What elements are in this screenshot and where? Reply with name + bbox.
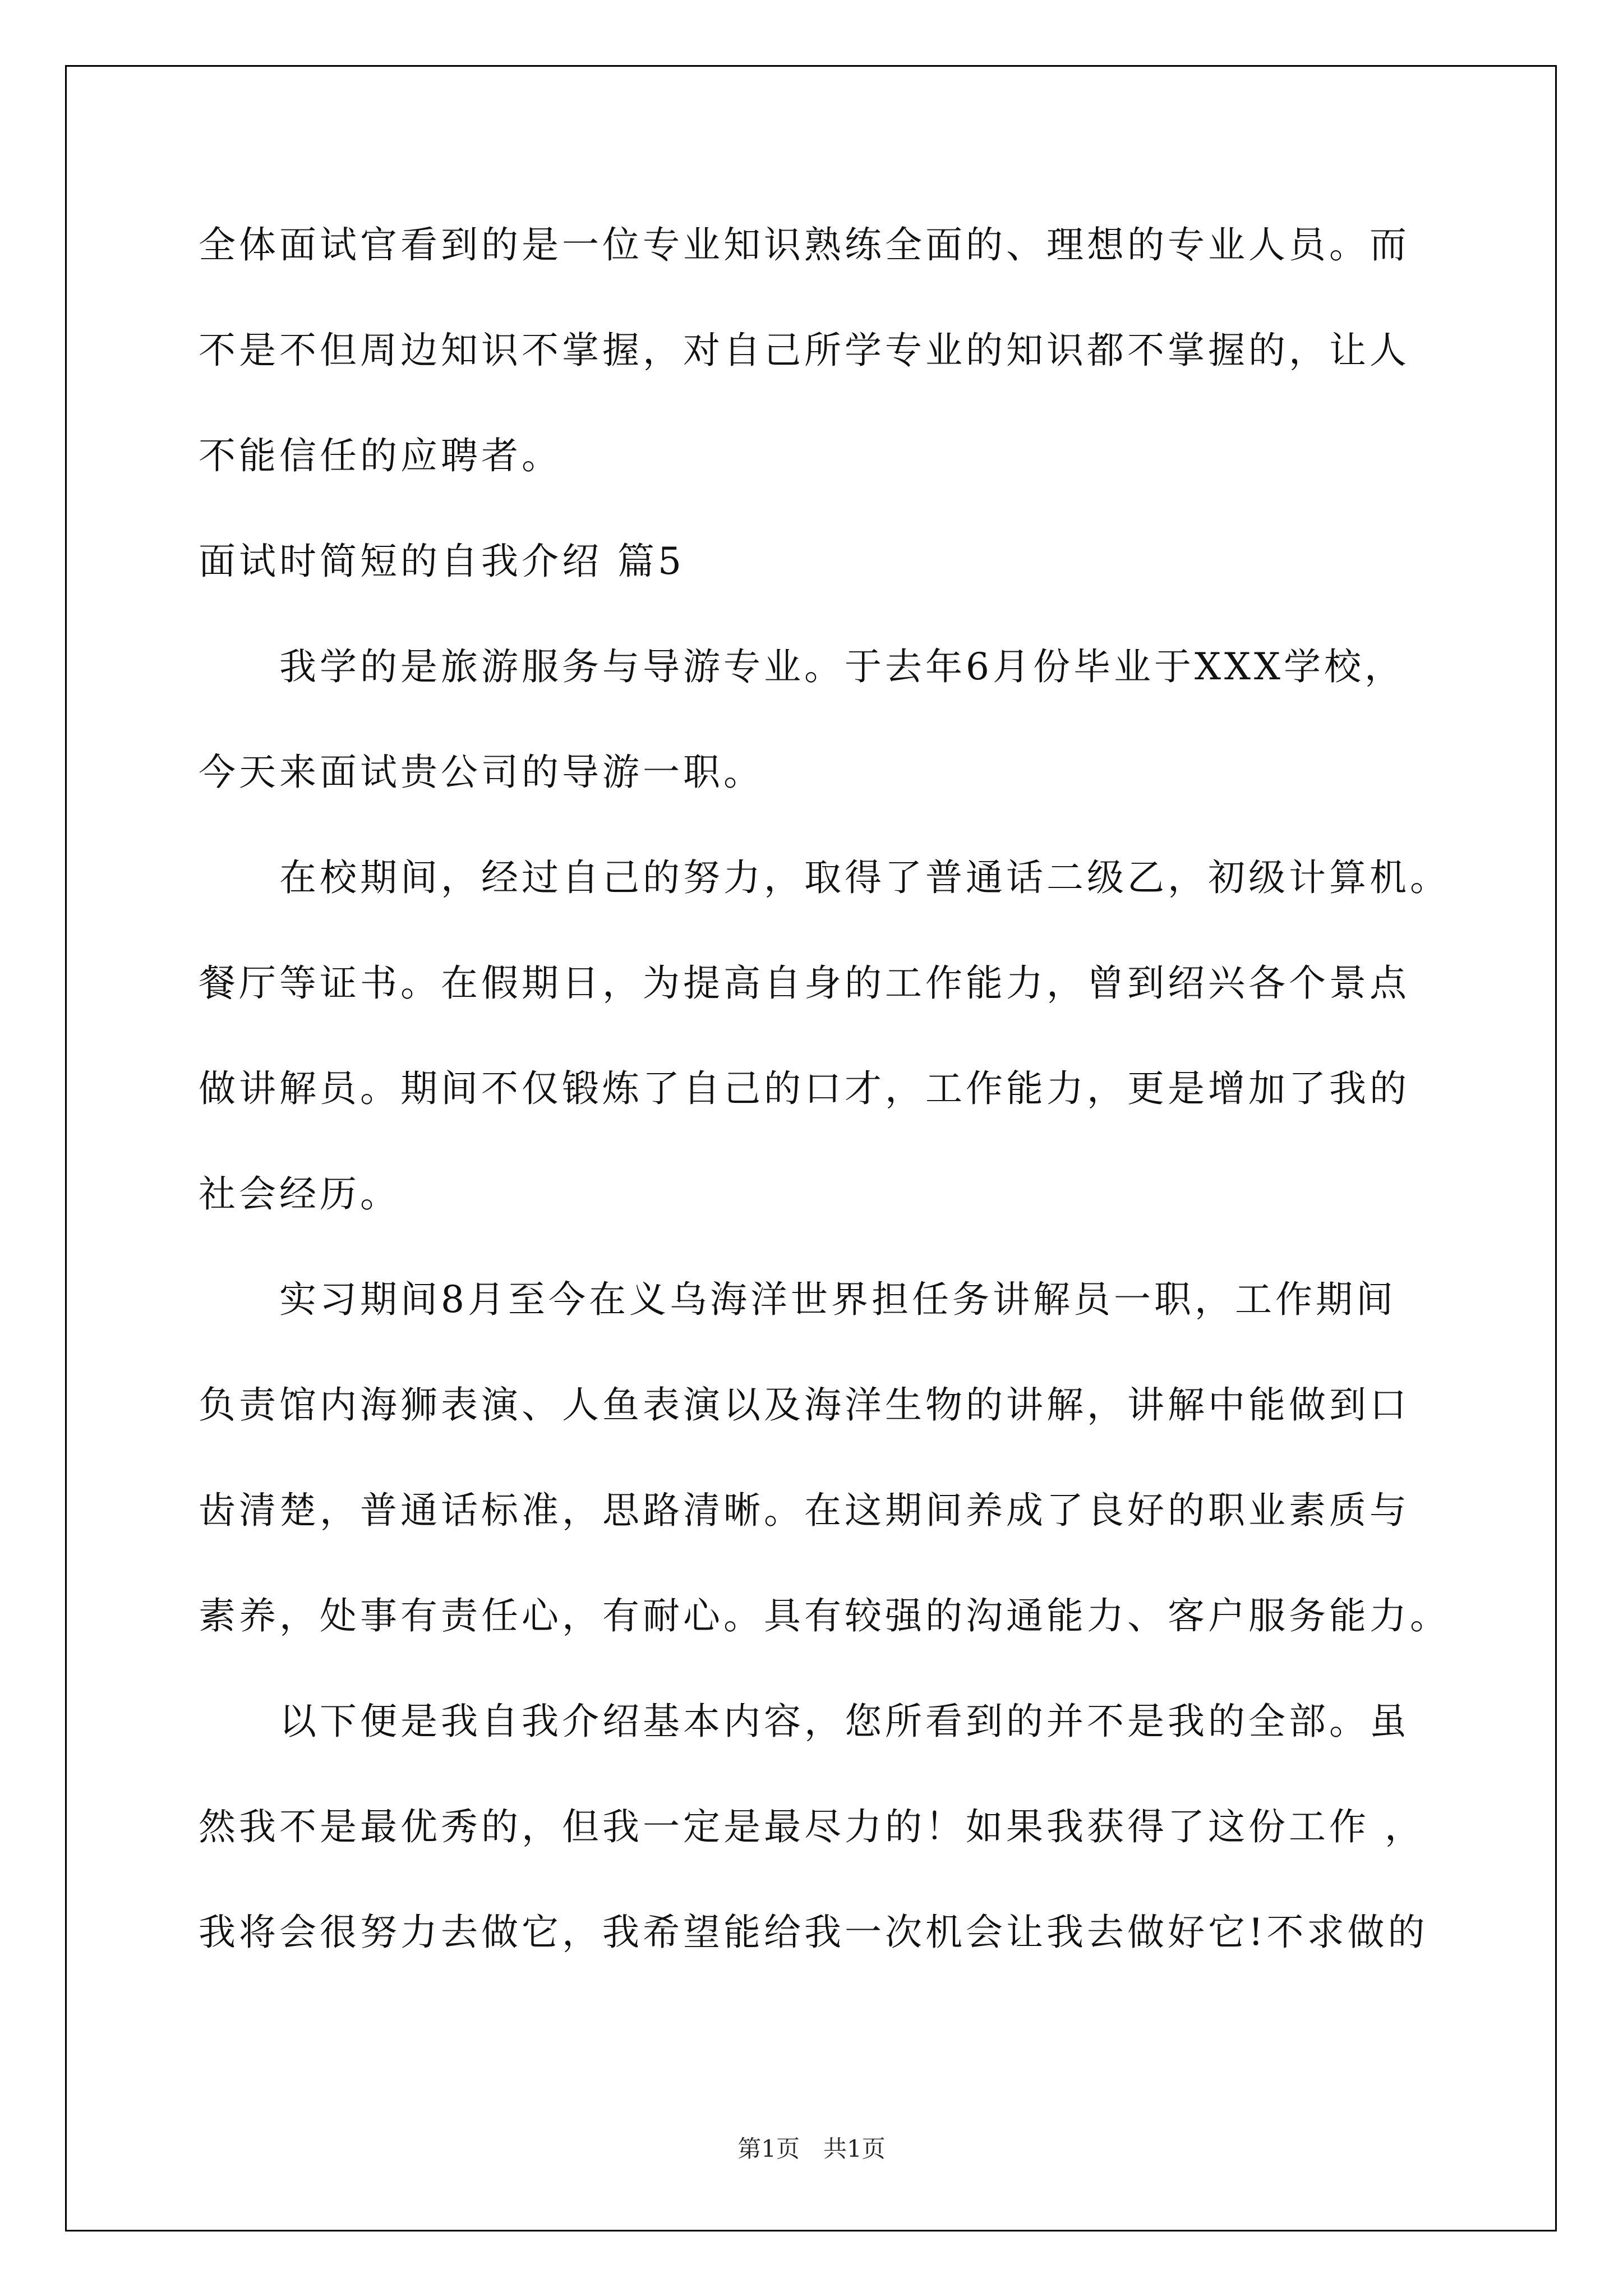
text-line-14: 素养，处事有责任心，有耐心。具有较强的沟通能力、客户服务能力。 [199,1594,1450,1637]
section-heading: 面试时简短的自我介绍 篇5 [199,540,685,583]
text-line-3: 不能信任的应聘者。 [199,434,562,477]
text-line-10: 社会经历。 [199,1172,400,1216]
text-line-9: 做讲解员。期间不仅锻炼了自己的口才，工作能力，更是增加了我的 [199,1067,1410,1110]
text-line-8: 餐厅等证书。在假期日，为提高自身的工作能力，曾到绍兴各个景点 [199,961,1410,1005]
text-line-17: 我将会很努力去做它，我希望能给我一次机会让我去做好它!不求做的 [199,1911,1428,1954]
text-line-7: 在校期间，经过自己的努力，取得了普通话二级乙，初级计算机。 [199,856,1450,899]
text-line-13: 齿清楚，普通话标准，思路清晰。在这期间养成了良好的职业素质与 [199,1489,1410,1532]
text-line-6: 今天来面试贵公司的导游一职。 [199,751,764,794]
text-line-12: 负责馆内海狮表演、人鱼表演以及海洋生物的讲解，讲解中能做到口 [199,1383,1410,1427]
text-line-11: 实习期间8月至今在义乌海洋世界担任务讲解员一职，工作期间 [199,1278,1396,1321]
page-footer: 第1页 共1页 [737,2135,886,2162]
document-body [199,219,1450,1958]
text-line-5: 我学的是旅游服务与导游专业。于去年6月份毕业于XXX学校， [199,645,1405,688]
text-line-15: 以下便是我自我介绍基本内容，您所看到的并不是我的全部。虽 [199,1700,1410,1743]
text-line-16: 然我不是最优秀的，但我一定是最尽力的！如果我获得了这份工作 ， [199,1805,1425,1848]
text-line-1: 全体面试官看到的是一位专业知识熟练全面的、理想的专业人员。而 [199,223,1410,266]
text-line-2: 不是不但周边知识不掌握，对自己所学专业的知识都不掌握的，让人 [199,329,1410,372]
